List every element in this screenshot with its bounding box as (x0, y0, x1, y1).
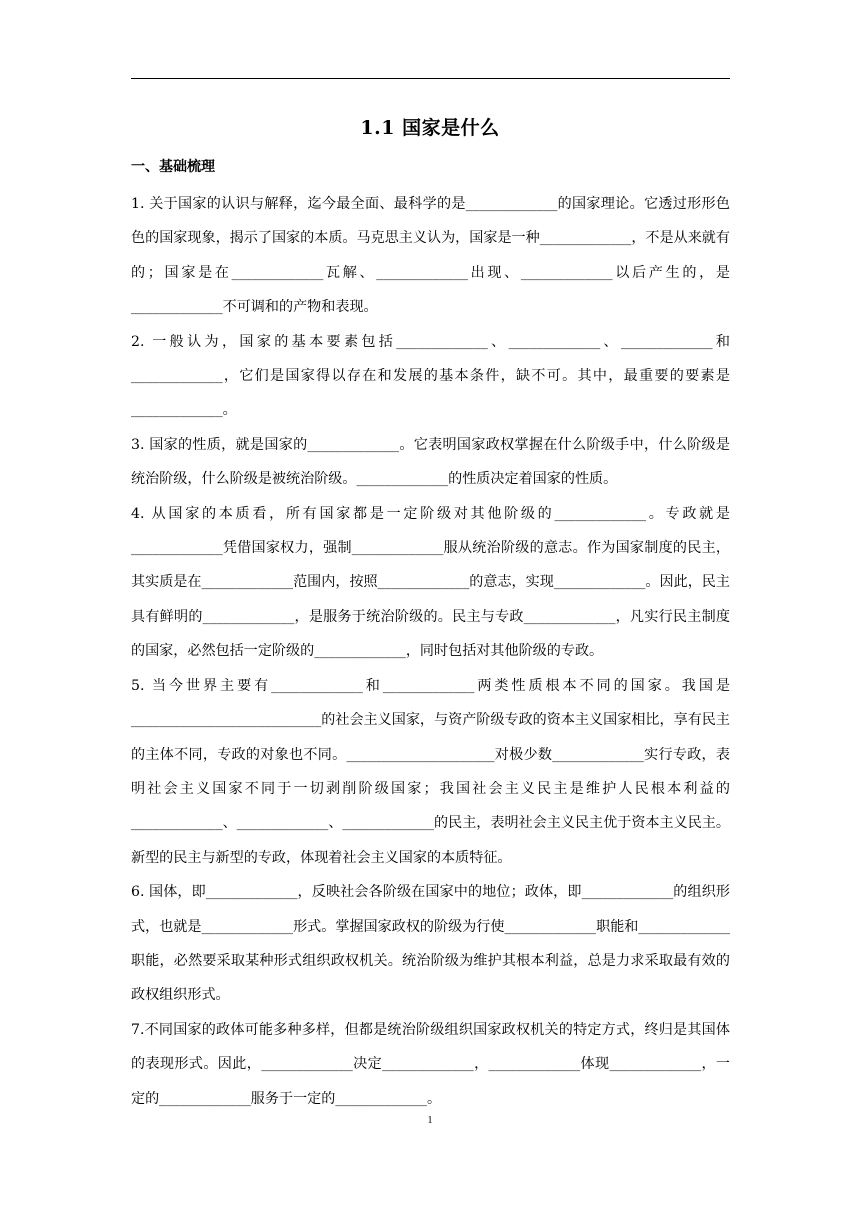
question-5: 5. 当今世界主要有_____________和_____________两类性质根本不同的国家。我国是___________________________的社会主义国家，与资产阶级专政的资本主义国家相比，享有民主的主体不同，专政的对象也不同。_____________________对极少数_____________实行专政，表明社会主义国家不同于一切剥削阶级国家；我国社会主义民主是维护人民根本利益的_____________、_____________、_____________的民主，表明社会主义民主优于资本主义民主。新型的民主与新型的专政，体现着社会主义国家的本质特征。 (131, 677, 730, 866)
question-list (131, 187, 730, 1116)
question-3: 3. 国家的性质，就是国家的_____________。它表明国家政权掌握在什么阶级手中，什么阶级是统治阶级，什么阶级是被统治阶级。_____________的性质决定着国家的性质。 (131, 436, 730, 488)
question-7: 7.不同国家的政体可能多种多样，但都是统治阶级组织国家政权机关的特定方式，终归是其国体的表现形式。因此，_____________决定_____________，_____________体现_____________，一定的_____________服务于一定的_____________。 (131, 1021, 730, 1107)
question-2: 2. 一般认为，国家的基本要素包括_____________、_____________、_____________和_____________，它们是国家得以存在和发展的基本条件，缺不可。其中，最重要的要素是_____________。 (131, 333, 730, 419)
page-title: 1.1 国家是什么 (360, 117, 500, 139)
header-rule (131, 78, 730, 79)
page-number: 1 (427, 1115, 433, 1126)
section-heading: 一、基础梳理 (131, 159, 215, 175)
question-4: 4. 从国家的本质看，所有国家都是一定阶级对其他阶级的_____________。专政就是_____________凭借国家权力，强制_____________服从统治阶级的意志。作为国家制度的民主，其实质是在_____________范围内，按照_____________的意志，实现_____________。因此，民主具有鲜明的_____________，是服务于统治阶级的。民主与专政_____________，凡实行民主制度的国家，必然包括一定阶级的_____________，同时包括对其他阶级的专政。 (131, 505, 730, 660)
question-6: 6. 国体，即_____________，反映社会各阶级在国家中的地位；政体，即_____________的组织形式，也就是_____________形式。掌握国家政权的阶级为行使_____________职能和_____________职能，必然要采取某种形式组织政权机关。统治阶级为维护其根本利益，总是力求采取最有效的政权组织形式。 (131, 884, 730, 1004)
question-1: 1. 关于国家的认识与解释，迄今最全面、最科学的是_____________的国家理论。它透过形形色色的国家现象，揭示了国家的本质。马克思主义认为，国家是一种_____________，不是从来就有的；国家是在_____________瓦解、_____________出现、_____________以后产生的，是_____________不可调和的产物和表现。 (131, 196, 730, 316)
